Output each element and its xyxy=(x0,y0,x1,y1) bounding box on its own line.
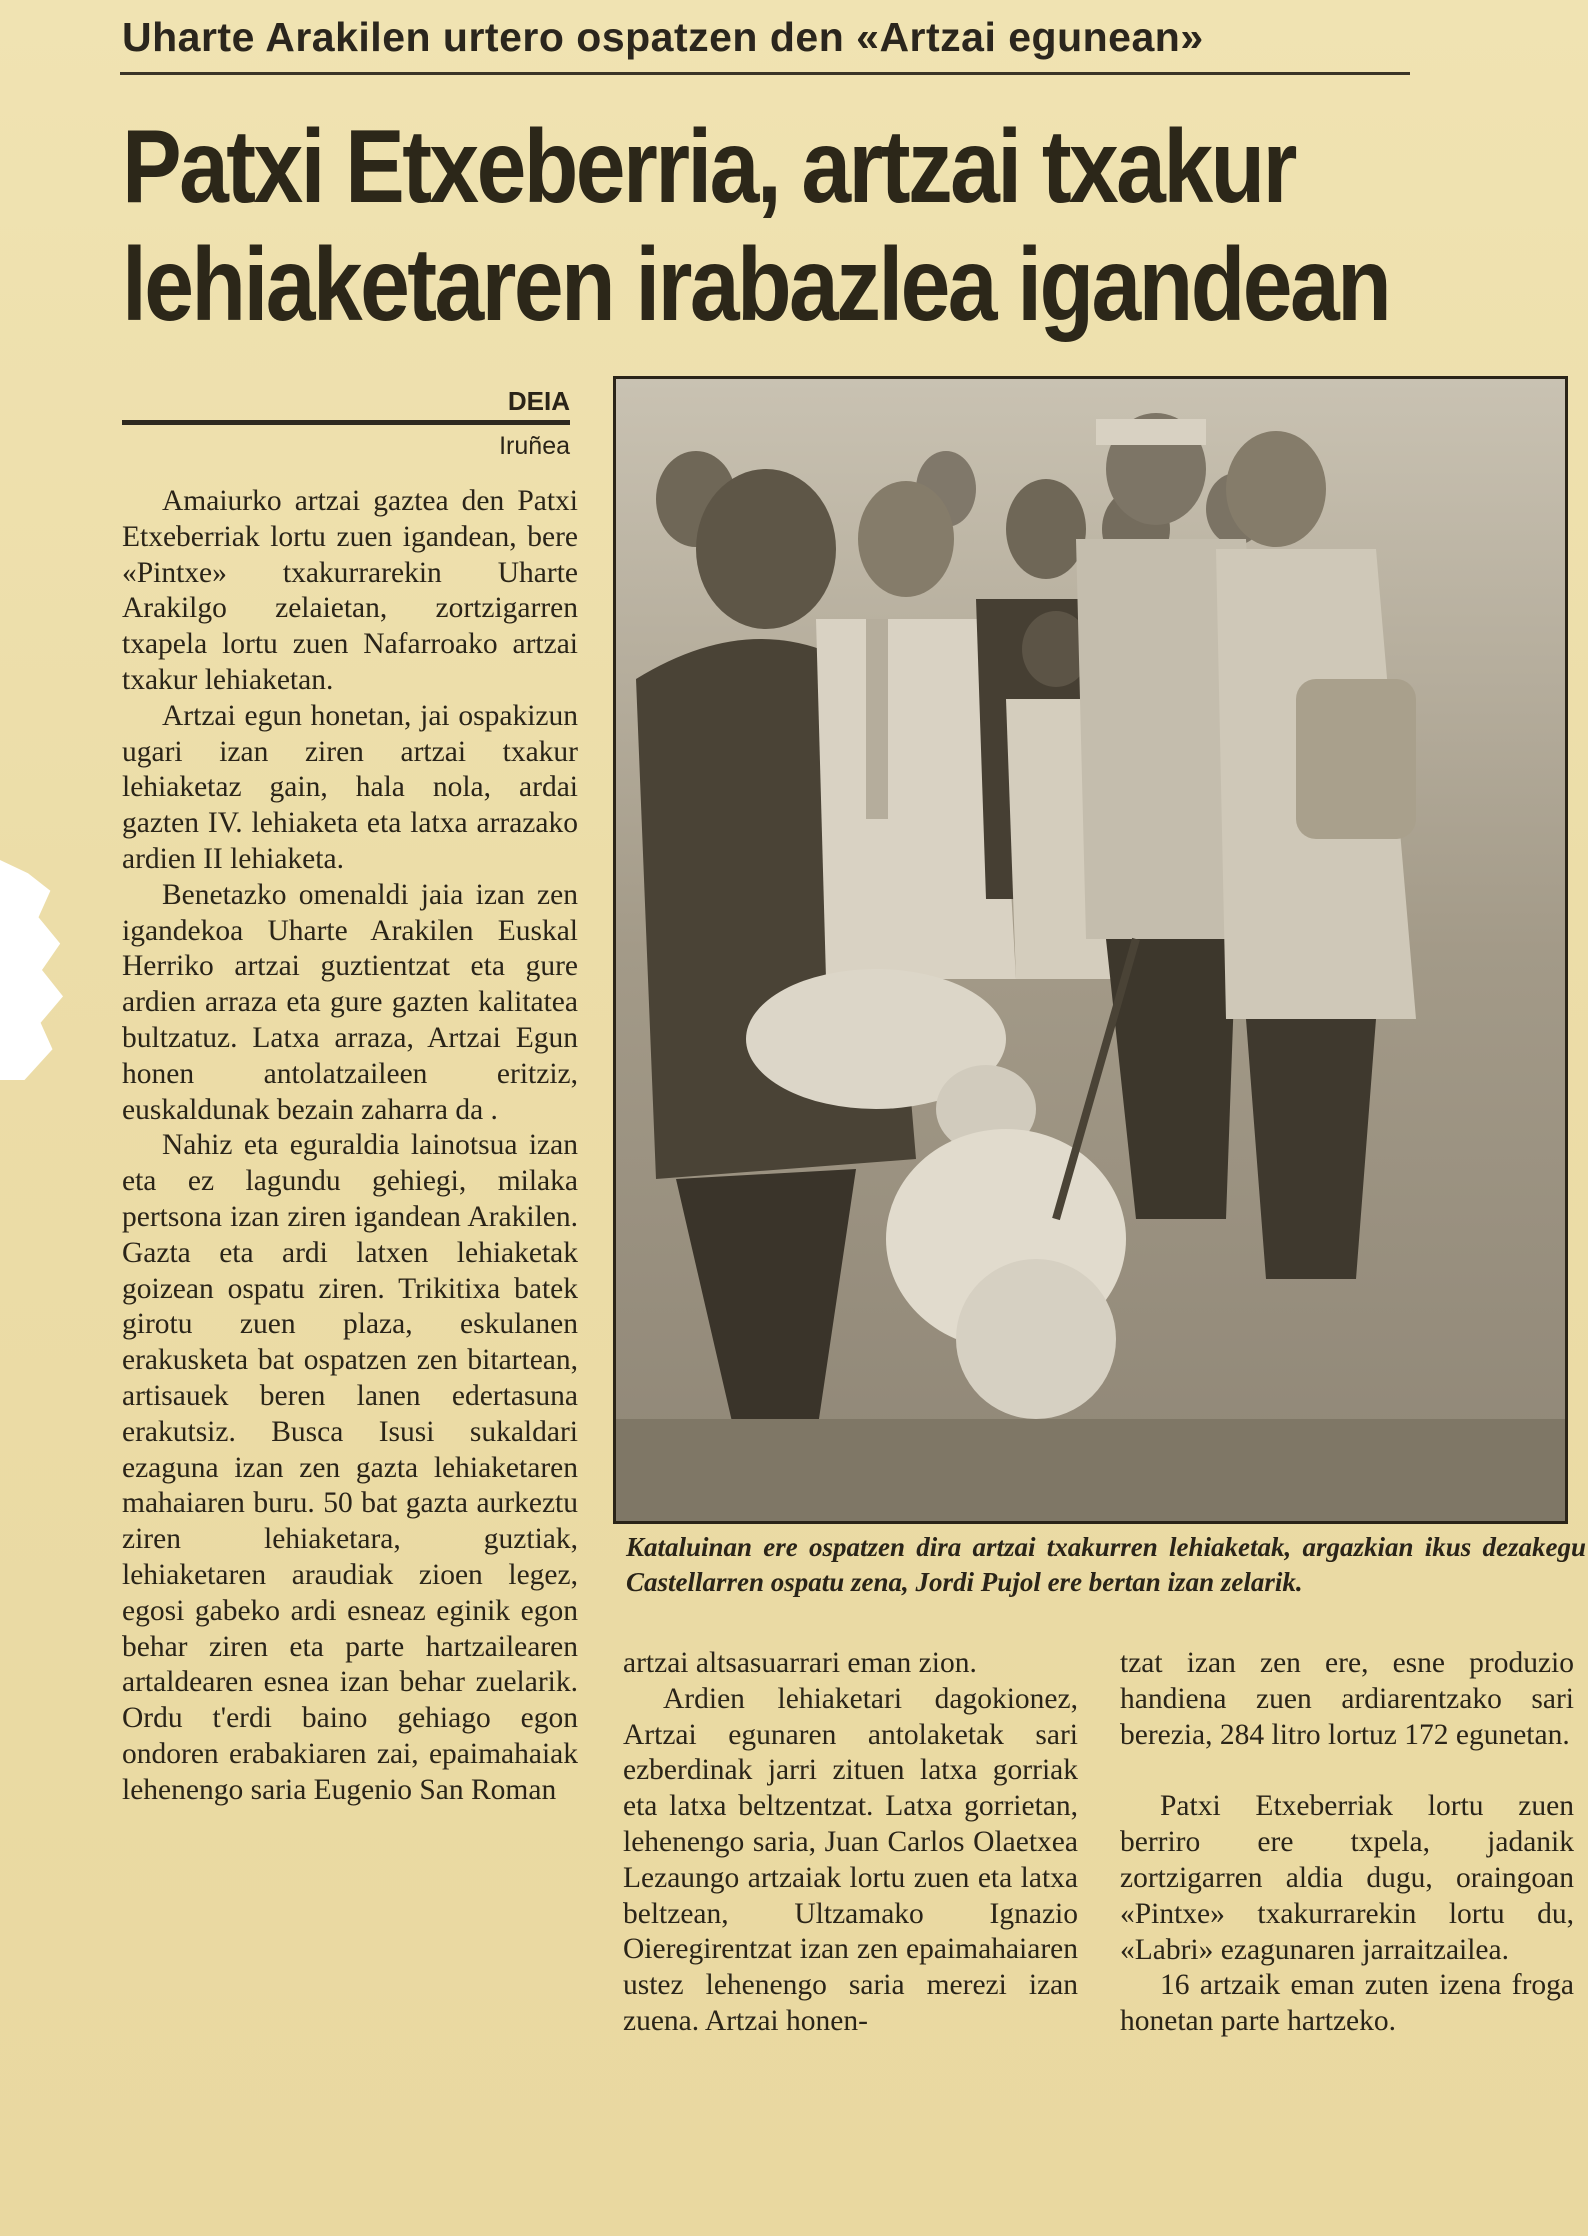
paragraph: artzai altsasuarrari eman zion. xyxy=(623,1647,977,1679)
right-column xyxy=(1120,1646,1574,2040)
middle-column xyxy=(623,1646,1078,2040)
paragraph: Nahiz eta eguraldia lainotsua izan eta ez lagundu gehiegi, milaka pertsona izan ziren igandean Arakilen. Gazta eta ardi latxen lehiaketak goizean ospatu ziren. Trikitixa batek girotu zuen plaza, eskulanen erakusketa bat ospatzen zen bitartean, artisauek beren lanen edertasuna erakutsiz. Busca Isusi sukaldari ezaguna izan zen gazta lehiaketaren mahaiaren buru. 50 bat gazta aurkeztu ziren lehiaketara, guztiak, lehiaketaren araudiak zioen legez, egosi gabeko ardi esneaz eginik egon behar ziren eta parte hartzailearen artaldearen esnea izan behar zuelarik. Ordu t'erdi baino gehiago egon ondoren erabakiaren zai, epaimahaiak lehenengo saria Eugenio San Roman xyxy=(122,1129,578,1806)
paragraph: Ardien lehiaketari dagokionez, Artzai egunaren antolaketak sari ezberdinak jarri zituen latxa gorriak eta latxa beltzentzat. Latxa gorrietan, lehenengo saria, Juan Carlos Olaetxea Lezaungo artzaiak lortu zuen eta latxa beltzean, Ultzamako Ignazio Oieregirentzat izan zen epaimahaiaren ustez lehenengo saria merezi izan zuena. Artzai honen- xyxy=(623,1682,1078,2037)
dateline: Iruñea xyxy=(499,432,570,460)
byline-rule xyxy=(122,420,570,425)
paragraph: 16 artzaik eman zuten izena froga honetan parte hartzeko. xyxy=(1120,1969,1574,2038)
left-column xyxy=(122,484,578,1808)
paragraph: tzat izan zen ere, esne produzio handiena zuen ardiarentzako sari berezia, 284 litro lortuz 172 egunetan. xyxy=(1120,1647,1574,1751)
paragraph: Amaiurko artzai gaztea den Patxi Etxeberriak lortu zuen igandean, bere «Pintxe» txakurrarekin Uharte Arakilgo zelaietan, zortzigarren txapela lortu zuen Nafarroako artzai txakur lehiaketan. xyxy=(122,485,578,696)
paragraph: Patxi Etxeberriak lortu zuen berriro ere txpela, jadanik zortzigarren aldia dugu, oraingoan «Pintxe» txakurrarekin lortu du, «Labri» ezagunaren jarraitzailea. xyxy=(1120,1790,1574,1966)
paragraph: Benetazko omenaldi jaia izan zen igandekoa Uharte Arakilen Euskal Herriko artzai guztientzat eta gure ardien arraza eta gure gazten kalitatea bultzatuz. Latxa arraza, Artzai Egun honen antolatzaileen eritziz, euskaldunak bezain zaharra da . xyxy=(122,878,578,1126)
paragraph: Artzai egun honetan, jai ospakizun ugari izan ziren artzai txakur lehiaketaz gain, hala nola, ardai gazten IV. lehiaketa eta latxa arrazako ardien II lehiaketa. xyxy=(122,699,578,875)
headline xyxy=(122,108,1390,344)
kicker-title: Uharte Arakilen urtero ospatzen den «Artzai egunean» xyxy=(122,14,1204,60)
byline: DEIA xyxy=(507,386,570,416)
kicker-rule xyxy=(120,72,1410,75)
headline-line: lehiaketaren irabazlea igandean xyxy=(122,227,1390,343)
photo-illustration xyxy=(616,379,1565,1521)
photo-caption: Kataluinan ere ospatzen dira artzai txakurren lehiaketak, argazkian ikus dezakegu Castellarren ospatu zena, Jordi Pujol ere bertan izan zelarik. xyxy=(626,1532,1586,1597)
torn-edge xyxy=(0,860,70,1080)
headline-line: Patxi Etxeberria, artzai txakur xyxy=(122,109,1295,225)
news-photo xyxy=(613,376,1568,1524)
